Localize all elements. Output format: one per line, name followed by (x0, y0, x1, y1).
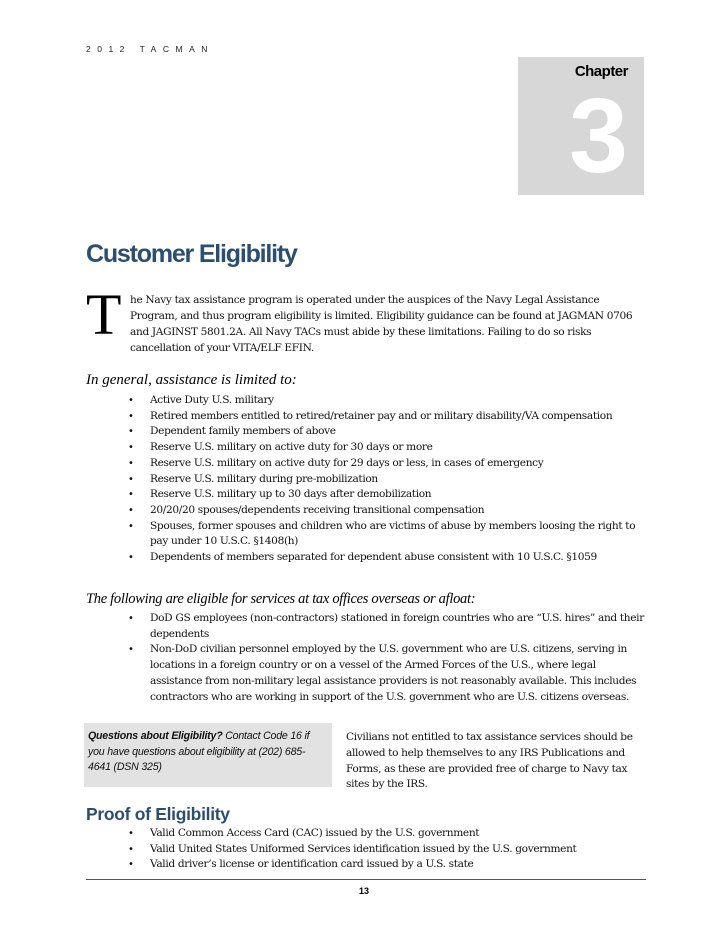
list-item: • Valid United States Uniformed Services identification issued by the U.S. government (86, 842, 646, 858)
chapter-number: 3 (569, 77, 628, 195)
footer-divider (86, 879, 646, 880)
drop-cap: T (86, 282, 122, 347)
list-item: • Reserve U.S. military on active duty for 30 days or more (86, 440, 646, 456)
proof-list (86, 826, 646, 873)
general-eligibility-list (86, 393, 646, 566)
list-item: • DoD GS employees (non-contractors) stationed in foreign countries who are “U.S. hires” and their dependents (86, 611, 646, 642)
list-item: • Retired members entitled to retired/retainer pay and or military disability/VA compensation (86, 409, 646, 425)
chapter-label: Chapter (574, 63, 628, 80)
civilian-note: Civilians not entitled to tax assistance services should be allowed to help themselves to any IRS Publications and Forms, as these are provided free of charge to Navy tax sites by the IRS. (346, 731, 633, 791)
chapter-badge (518, 57, 644, 195)
list-item: • 20/20/20 spouses/dependents receiving transitional compensation (86, 503, 646, 519)
list-item: • Dependent family members of above (86, 424, 646, 440)
list-item: • Non-DoD civilian personnel employed by the U.S. government who are U.S. citizens, serving in locations in a foreign country or on a vessel of the Armed Forces of the U.S., where legal assistance from non-military legal assistance providers is not reasonably available. This includes contractors who are working in support of the U.S. government who are U.S. citizens overseas. (86, 642, 646, 705)
running-header: 2012 TACMAN (86, 44, 214, 54)
list-item: • Valid Common Access Card (CAC) issued by the U.S. government (86, 826, 646, 842)
general-eligibility-lead: In general, assistance is limited to: (86, 372, 297, 388)
list-item: • Dependents of members separated for dependent abuse consistent with 10 U.S.C. §1059 (86, 550, 646, 566)
list-item: • Reserve U.S. military during pre-mobilization (86, 472, 646, 488)
sidebar-question: Questions about Eligibility? (88, 730, 223, 742)
list-item: • Valid driver’s license or identification card issued by a U.S. state (86, 857, 646, 873)
list-item: • Reserve U.S. military on active duty for 29 days or less, in cases of emergency (86, 456, 646, 472)
eligibility-questions-box (84, 723, 332, 787)
overseas-eligibility-list (86, 611, 646, 705)
list-item: • Spouses, former spouses and children who are victims of abuse by members loosing the right to pay under 10 U.S.C. §1408(h) (86, 519, 646, 550)
list-item: • Active Duty U.S. military (86, 393, 646, 409)
intro-text: he Navy tax assistance program is operated under the auspices of the Navy Legal Assistance Program, and thus program eligibility is limited. Eligibility guidance can be found at JAGMAN 0706 and JAGINST 5801.2A. All Navy TACs must abide by these limitations. Failing to do so risks cancellation of your VITA/ELF EFIN. (130, 294, 633, 354)
proof-heading: Proof of Eligibility (86, 804, 230, 824)
sidebar-body: Contact Code 16 if you have questions about eligibility at (202) 685-4641 (DSN 325) (88, 730, 310, 773)
list-item: • Reserve U.S. military up to 30 days after demobilization (86, 487, 646, 503)
chapter-title: Customer Eligibility (86, 240, 297, 268)
page-number: 13 (358, 886, 369, 896)
intro-paragraph (86, 282, 646, 356)
overseas-eligibility-lead: The following are eligible for services at tax offices overseas or afloat: (86, 591, 476, 607)
